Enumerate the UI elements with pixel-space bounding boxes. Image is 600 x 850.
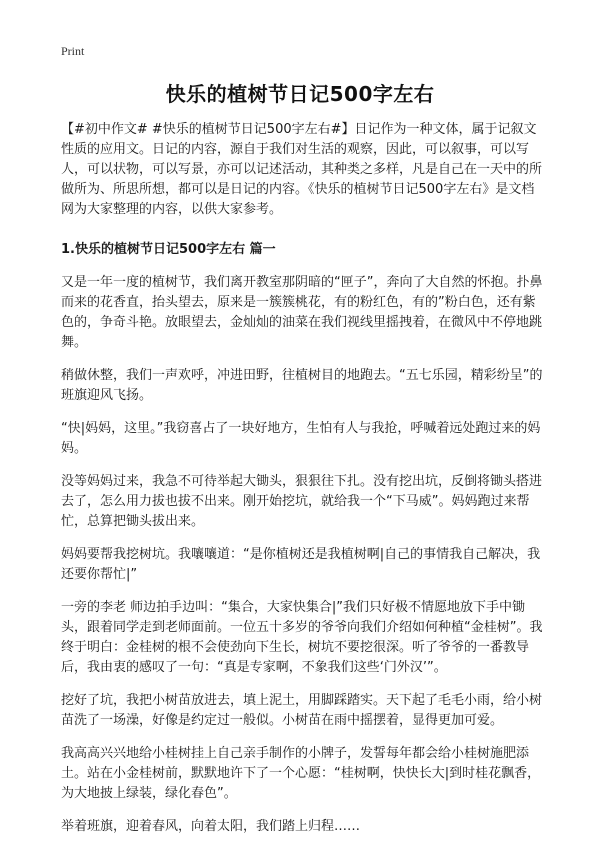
section-heading: 1.快乐的植树节日记500字左右 篇一	[61, 242, 276, 257]
intro-paragraph: 【#初中作文# #快乐的植树节日记500字左右#】日记作为一种文体，属于记叙文性质的应用文。日记的内容，源自于我们对生活的观察，因此，可以叙事，可以写人，可以状物，可以写景，亦可以记述活动，其种类之多样，凡是自己在一天中的所做所为、所思所想，都可以是日记的内容。《快乐的植树节日记500字左右》是文档网为大家整理的内容，以供大家参考。	[61, 122, 543, 217]
body-paragraph: 妈妈要帮我挖树坑。我嚷嚷道：“是你植树还是我植树啊|自己的事情我自己解决，我还要你帮忙|”	[61, 547, 541, 582]
page-title: 快乐的植树节日记500字左右	[165, 82, 435, 106]
body-paragraph: 我高高兴兴地给小桂树挂上自己亲手制作的小牌子，发誓每年都会给小桂树施肥添土。站在小金桂树前，默默地许下了一个心愿：“桂树啊，快快长大|到时桂花飘香，为大地披上绿装，绿化春色”。	[61, 746, 541, 801]
body-paragraph: 没等妈妈过来，我急不可待举起大锄头，狠狠往下扎。没有挖出坑，反倒将锄头搭进去了，怎么用力拔也拔不出来。刚开始挖坑，就给我一个“下马威”。妈妈跑过来帮忙，总算把锄头拔出来。	[61, 474, 543, 529]
body-paragraph: “快|妈妈，这里。”我窃喜占了一块好地方，生怕有人与我抢，呼喊着远处跑过来的妈妈。	[61, 421, 541, 456]
body-paragraph: 一旁的李老 师边拍手边叫：“集合，大家快集合|”我们只好极不情愿地放下手中锄头，跟着同学走到老师面前。一位五十多岁的爷爷向我们介绍如何种植“金桂树”。我终于明白：金桂树的根不会使劲向下生长，树坑不要挖很深。听了爷爷的一番教导后，我由衷的感叹了一句：“真是专家啊，不象我们这些‘门外汉’”。	[61, 600, 543, 675]
body-paragraph: 挖好了坑，我把小树苗放进去，填上泥土，用脚踩踏实。天下起了毛毛小雨，给小树苗洗了一场澡，好像是约定过一般似。小树苗在雨中摇摆着，显得更加可爱。	[61, 693, 543, 728]
print-link[interactable]: Print	[61, 44, 85, 58]
body-paragraph: 又是一年一度的植树节，我们离开教室那阴暗的“匣子”，奔向了大自然的怀抱。扑鼻而来的花香直，抬头望去，原来是一簇簇桃花，有的粉红色，有的”粉白色，还有紫色的，争奇斗艳。放眼望去，金灿灿的油菜在我们视线里摇拽着，在微风中不停地跳舞。	[61, 275, 543, 350]
body-paragraph: 稍做休整，我们一声欢呼，冲进田野，往植树目的地跑去。“五七乐园，精彩纷呈”的班旗迎风飞扬。	[61, 368, 543, 403]
article-body	[61, 120, 545, 850]
body-paragraph: 举着班旗，迎着春风，向着太阳，我们踏上归程……	[61, 819, 361, 834]
